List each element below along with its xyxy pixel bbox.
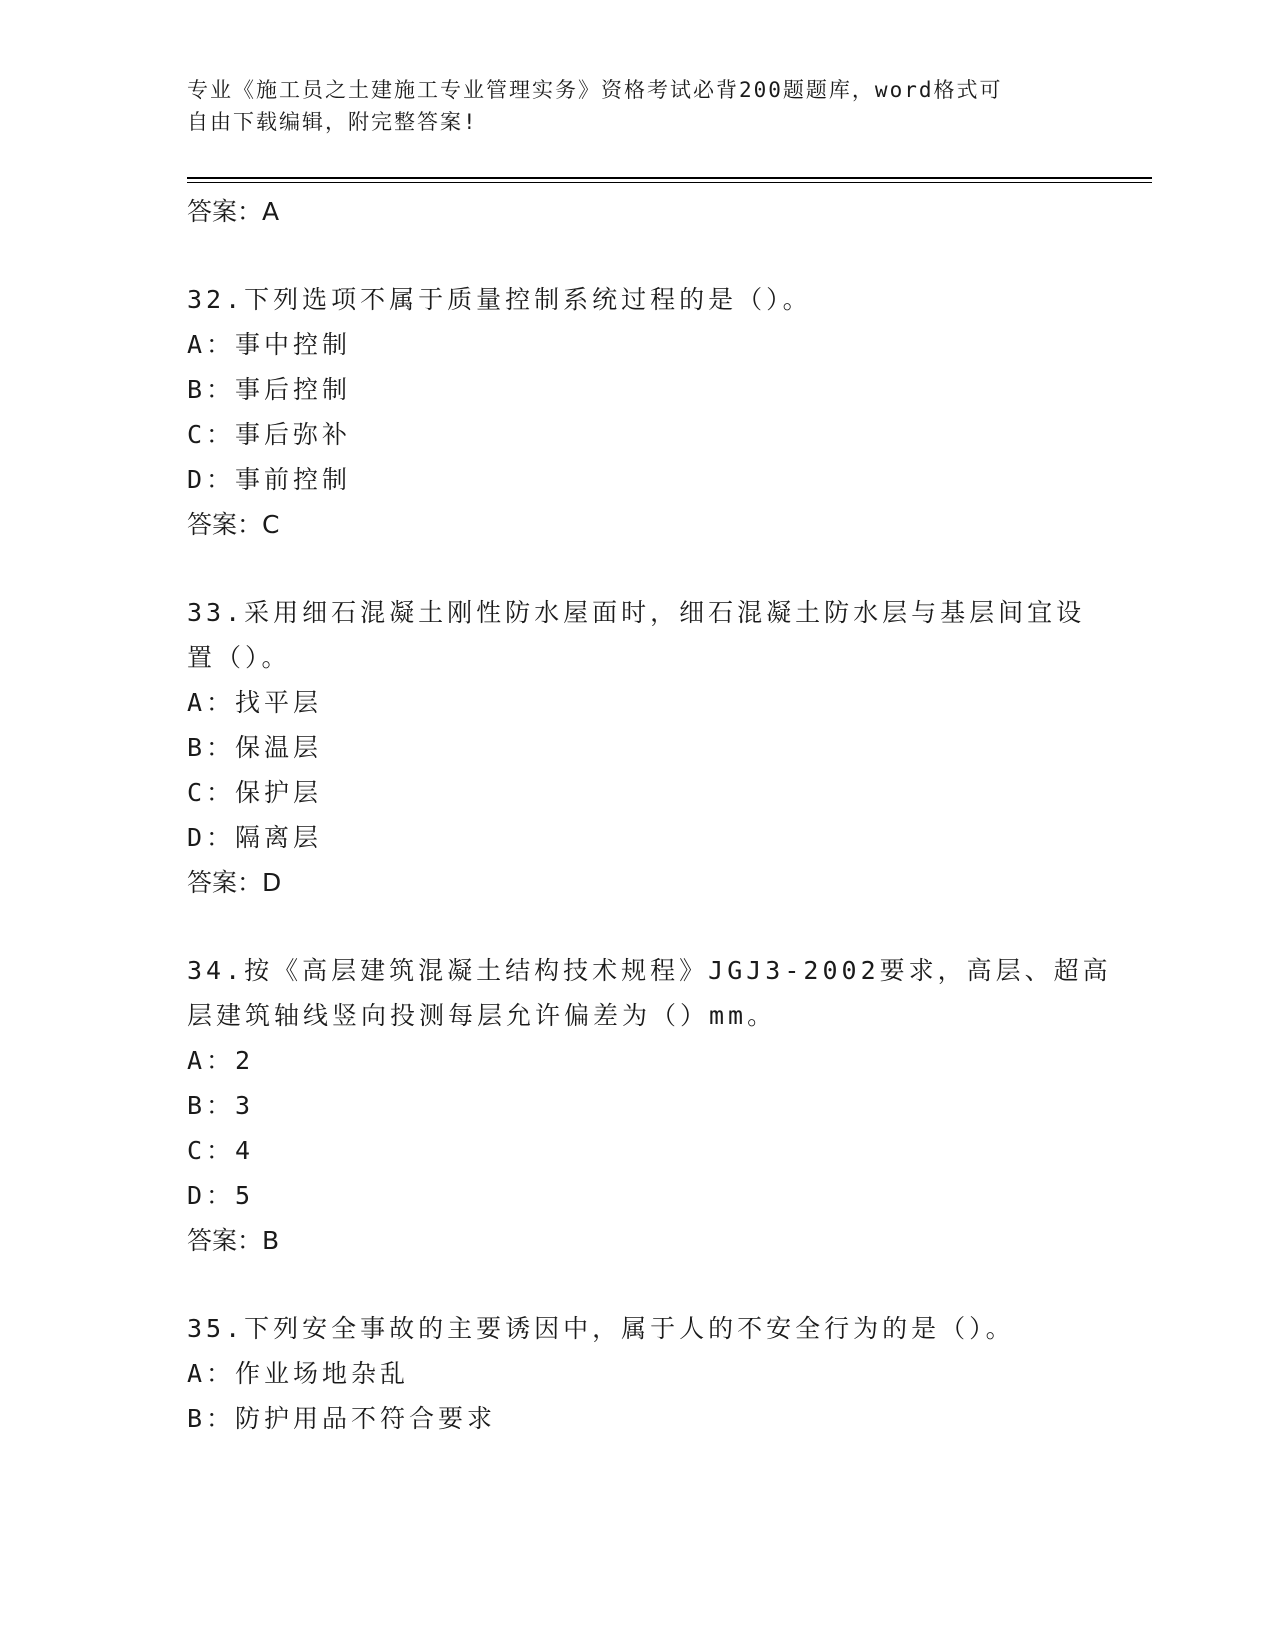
answer-line: 答案：C bbox=[187, 510, 280, 539]
question-35 bbox=[187, 1306, 1152, 1441]
option-c: C：4 bbox=[187, 1136, 255, 1165]
header-divider-thin bbox=[187, 182, 1152, 183]
answer-line: 答案：D bbox=[187, 868, 282, 897]
question-text: 35.下列安全事故的主要诱因中，属于人的不安全行为的是（）。 bbox=[187, 1314, 1015, 1343]
question-text-continued: 置（）。 bbox=[187, 643, 291, 672]
option-d: D：事前控制 bbox=[187, 465, 352, 494]
option-b: B：事后控制 bbox=[187, 375, 352, 404]
question-text-continued: 层建筑轴线竖向投测每层允许偏差为（）mm。 bbox=[187, 1001, 777, 1030]
option-d: D：隔离层 bbox=[187, 823, 323, 852]
option-c: C：保护层 bbox=[187, 778, 323, 807]
header-line-2: 自由下载编辑，附完整答案! bbox=[187, 110, 478, 134]
option-b: B：保温层 bbox=[187, 733, 323, 762]
answer-line: 答案：A bbox=[187, 197, 280, 226]
option-a: A：2 bbox=[187, 1046, 255, 1075]
header-line-1: 专业《施工员之土建施工专业管理实务》资格考试必背200题题库，word格式可 bbox=[187, 78, 1003, 102]
question-text: 34.按《高层建筑混凝土结构技术规程》JGJ3-2002要求，高层、超高 bbox=[187, 956, 1112, 985]
option-d: D：5 bbox=[187, 1181, 255, 1210]
option-b: B：3 bbox=[187, 1091, 255, 1120]
question-list bbox=[187, 189, 1152, 1441]
option-a: A：找平层 bbox=[187, 688, 323, 717]
document-header bbox=[187, 74, 1067, 138]
question-32 bbox=[187, 277, 1152, 547]
option-c: C：事后弥补 bbox=[187, 420, 352, 449]
header-divider-thick bbox=[187, 177, 1152, 179]
option-b: B：防护用品不符合要求 bbox=[187, 1404, 497, 1433]
question-34 bbox=[187, 948, 1152, 1263]
question-text: 33.采用细石混凝土刚性防水屋面时，细石混凝土防水层与基层间宜设 bbox=[187, 598, 1086, 627]
option-a: A：事中控制 bbox=[187, 330, 352, 359]
answer-line: 答案：B bbox=[187, 1226, 280, 1255]
option-a: A：作业场地杂乱 bbox=[187, 1359, 410, 1388]
question-33 bbox=[187, 590, 1152, 905]
question-text: 32.下列选项不属于质量控制系统过程的是（）。 bbox=[187, 285, 812, 314]
